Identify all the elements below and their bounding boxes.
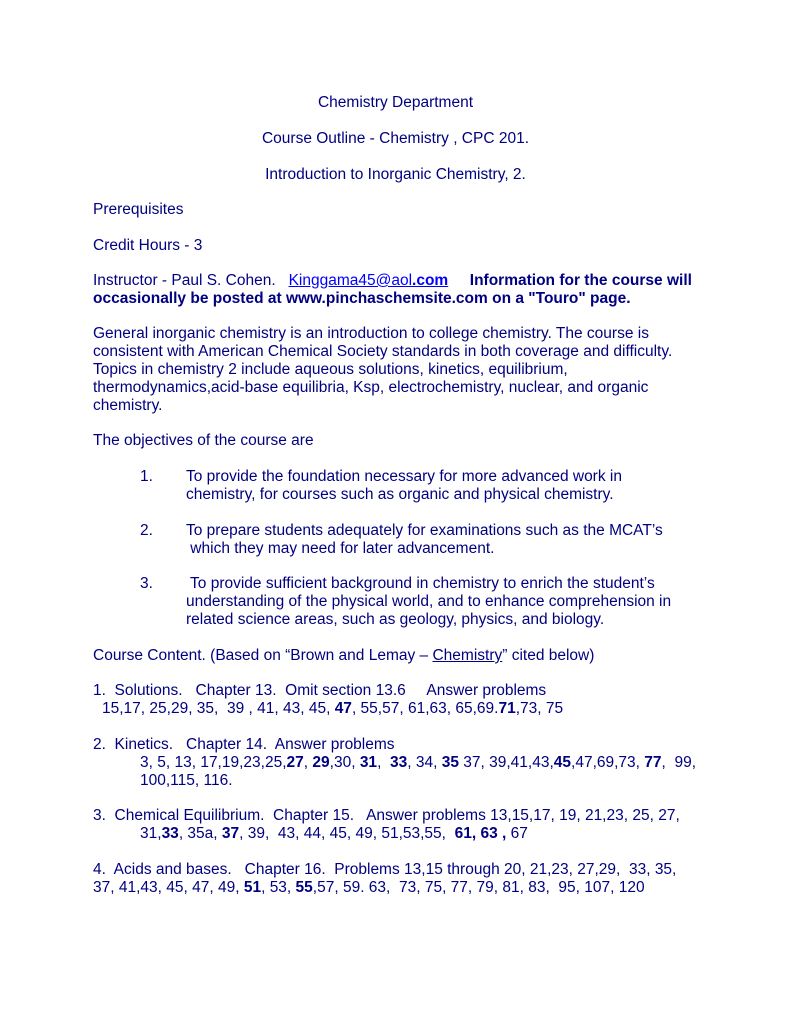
instructor-email-link[interactable] <box>289 272 449 289</box>
section-line <box>140 754 696 772</box>
text-segment: ,73, 75 <box>515 700 564 717</box>
objective-text: related science areas, such as geology, physics, and biology. <box>186 611 605 628</box>
description-line: Topics in chemistry 2 include aqueous solutions, kinetics, equilibrium, <box>93 361 568 378</box>
text-segment: 3. Chemical Equilibrium. Chapter 15. Answer problems 13,15,17, 19, 21,23, 25, 27, <box>93 807 680 824</box>
problem-number-bold: 51 <box>243 879 262 896</box>
instructor-line <box>93 272 692 290</box>
course-content-prefix: Course Content. (Based on “Brown and Lemay – <box>93 647 433 664</box>
section-line <box>93 807 680 825</box>
text-segment: , 35a, <box>178 825 222 842</box>
problem-number-bold: 37 <box>221 825 240 842</box>
text-segment: ,47,69,73, <box>571 754 645 771</box>
problem-number-bold: 61, 63 , <box>454 825 507 842</box>
objective-text: understanding of the physical world, and to enhance comprehension in <box>186 593 672 610</box>
text-segment: 1. Solutions. Chapter 13. Omit section 13.6 Answer problems <box>93 682 547 699</box>
objective-text: which they may need for later advancement. <box>186 540 495 557</box>
course-info-notice-continued: occasionally be posted at www.pinchaschemsite.com on a "Touro" page. <box>93 290 631 307</box>
objective-text: To prepare students adequately for examinations such as the MCAT’s <box>186 522 663 539</box>
course-content-heading <box>93 647 594 665</box>
objective-text: chemistry, for courses such as organic and physical chemistry. <box>186 486 614 503</box>
problem-number-bold: 33 <box>161 825 179 842</box>
course-content-suffix: ” cited below) <box>502 647 595 664</box>
problem-number-bold: 45 <box>553 754 572 771</box>
text-segment: 15,17, 25,29, 35, 39 , 41, 43, 45, <box>102 700 335 717</box>
text-segment: , 39, 43, 44, 45, 49, 51,53,55, <box>239 825 455 842</box>
text-segment: , 53, <box>261 879 296 896</box>
section-line <box>140 772 233 790</box>
problem-number-bold: 55 <box>295 879 313 896</box>
text-segment: , 99, <box>661 754 696 771</box>
text-segment: , <box>303 754 313 771</box>
text-segment: 4. Acids and bases. Chapter 16. Problems 13,15 through 20, 21,23, 27,29, 33, 35, <box>93 861 677 878</box>
section-line <box>93 682 546 700</box>
course-outline-title: Course Outline - Chemistry , CPC 201. <box>261 130 530 147</box>
text-segment: , <box>377 754 390 771</box>
problem-number-bold: 29 <box>312 754 330 771</box>
textbook-title: Chemistry <box>432 647 503 664</box>
objectives-heading: The objectives of the course are <box>93 432 314 449</box>
text-segment: 100,115, 116. <box>140 772 233 789</box>
text-segment: , 34, <box>407 754 442 771</box>
objective-text: To provide the foundation necessary for more advanced work in <box>186 468 622 485</box>
text-segment: 67 <box>506 825 528 842</box>
section-line <box>140 825 528 843</box>
text-segment: 3, 5, 13, 17,19,23,25, <box>140 754 287 771</box>
prerequisites-label: Prerequisites <box>93 201 184 218</box>
section-line <box>102 700 563 718</box>
text-segment: 31, <box>140 825 162 842</box>
problem-number-bold: 71 <box>498 700 516 717</box>
description-line: consistent with American Chemical Society standards in both coverage and difficulty. <box>93 343 673 360</box>
text-segment: 37, 39,41,43, <box>458 754 554 771</box>
text-segment: 37, 41,43, 45, 47, 49, <box>93 879 244 896</box>
description-line: chemistry. <box>93 397 163 414</box>
problem-number-bold: 27 <box>286 754 304 771</box>
instructor-name: Instructor - Paul S. Cohen. <box>93 272 276 289</box>
problem-number-bold: 47 <box>334 700 352 717</box>
objective-text: To provide sufficient background in chemistry to enrich the student’s <box>186 575 655 592</box>
email-suffix: .com <box>412 272 449 289</box>
course-info-notice: Information for the course will <box>469 272 692 289</box>
description-line: thermodynamics,acid-base equilibria, Ksp, electrochemistry, nuclear, and organic <box>93 379 649 396</box>
credit-hours: Credit Hours - 3 <box>93 237 203 254</box>
text-segment: ,57, 59. 63, 73, 75, 77, 79, 81, 83, 95, 107, 120 <box>312 879 645 896</box>
text-segment: 2. Kinetics. Chapter 14. Answer problems <box>93 736 395 753</box>
course-subtitle: Introduction to Inorganic Chemistry, 2. <box>265 166 526 183</box>
objective-number: 2. <box>140 522 153 539</box>
email-user: Kinggama45@aol <box>288 272 413 289</box>
problem-number-bold: 77 <box>644 754 662 771</box>
section-line <box>93 861 676 879</box>
problem-number-bold: 35 <box>441 754 459 771</box>
description-line: General inorganic chemistry is an introduction to college chemistry. The course is <box>93 325 649 342</box>
text-segment: ,30, <box>329 754 360 771</box>
objective-number: 1. <box>140 468 153 485</box>
text-segment: , 55,57, 61,63, 65,69. <box>351 700 499 717</box>
problem-number-bold: 31 <box>359 754 378 771</box>
section-line <box>93 736 395 754</box>
problem-number-bold: 33 <box>389 754 408 771</box>
objective-number: 3. <box>140 575 153 592</box>
department-title: Chemistry Department <box>317 94 474 111</box>
section-line <box>93 879 645 897</box>
